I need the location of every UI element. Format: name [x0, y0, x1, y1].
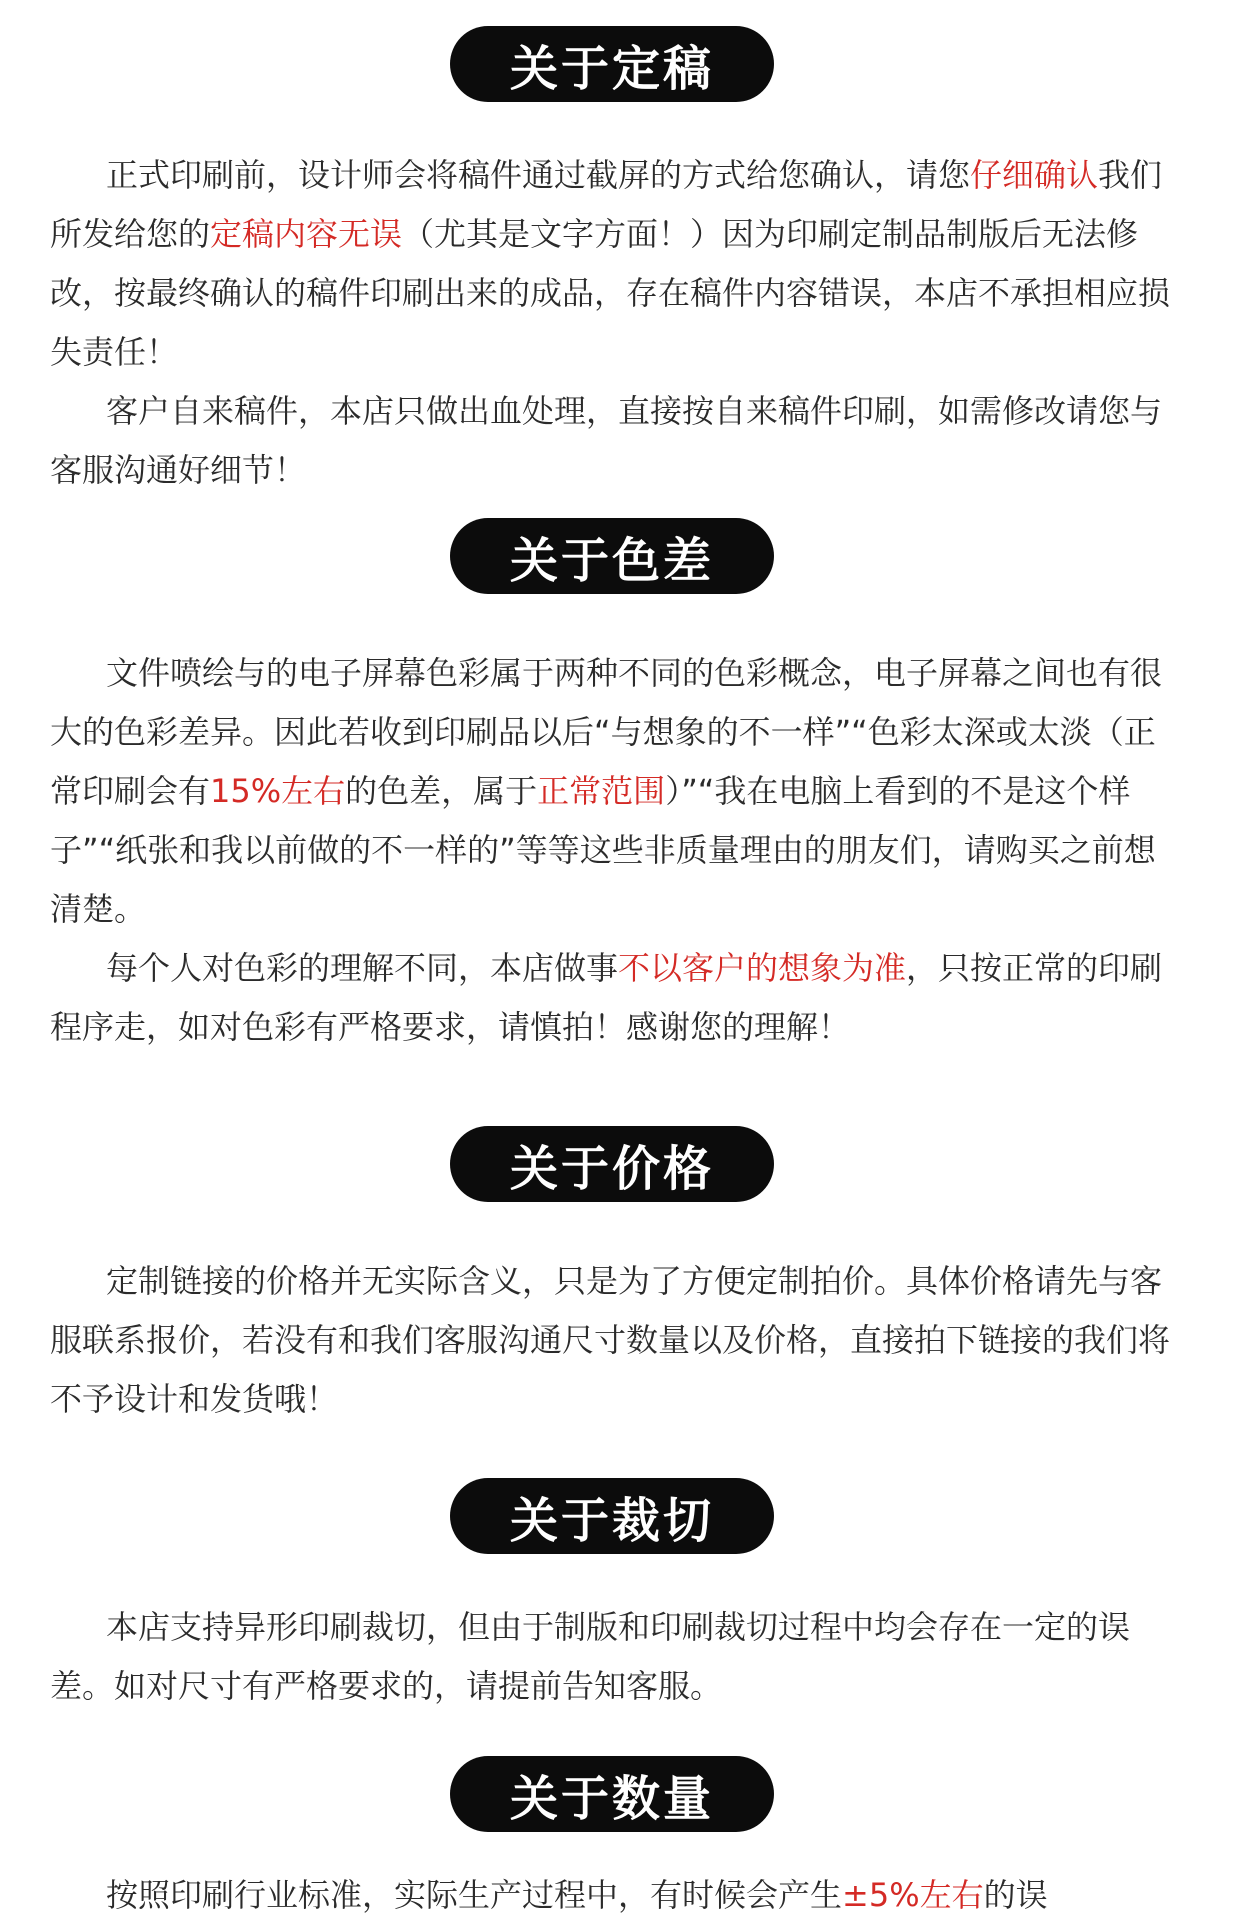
section-title: 关于裁切 [509, 1492, 714, 1549]
section-title-pill [450, 26, 774, 102]
section-body [50, 1598, 1180, 1716]
paragraph: 定制链接的价格并无实际含义，只是为了方便定制拍价。具体价格请先与客服联系报价，若没有和我们客服沟通尺寸数量以及价格，直接拍下链接的我们将不予设计和发货哦！ [50, 1262, 1171, 1418]
section-title: 关于定稿 [509, 40, 714, 97]
section-title-pill [450, 1126, 774, 1202]
section-body [50, 1252, 1180, 1429]
paragraph: 本店支持异形印刷裁切，但由于制版和印刷裁切过程中均会存在一定的误差。如对尺寸有严格要求的，请提前告知客服。 [50, 1608, 1131, 1705]
paragraph: 客户自来稿件，本店只做出血处理，直接按自来稿件印刷，如需修改请您与客服沟通好细节！ [50, 392, 1163, 489]
section-title-pill [450, 1478, 774, 1554]
section-title-pill [450, 1756, 774, 1832]
section-title: 关于价格 [509, 1140, 714, 1197]
section-body [50, 146, 1180, 500]
paragraph: 每个人对色彩的理解不同，本店做事不以客户的想象为准，只按正常的印刷程序走，如对色彩有严格要求，请慎拍！感谢您的理解！ [50, 949, 1163, 1046]
section-body [50, 644, 1180, 1057]
section-title: 关于数量 [509, 1770, 714, 1827]
section-title-pill [450, 518, 774, 594]
paragraph: 文件喷绘与的电子屏幕色彩属于两种不同的色彩概念，电子屏幕之间也有很大的色彩差异。因此若收到印刷品以后“与想象的不一样”“色彩太深或太淡（正常印刷会有15%左右的色差，属于正常范围）”“我在电脑上看到的不是这个样子”“纸张和我以前做的不一样的”等等这些非质量理由的朋友们，请购买之前想清楚。 [50, 654, 1163, 928]
section-body [50, 1866, 1180, 1925]
paragraph: 正式印刷前，设计师会将稿件通过截屏的方式给您确认，请您仔细确认我们所发给您的定稿内容无误（尤其是文字方面！）因为印刷定制品制版后无法修改，按最终确认的稿件印刷出来的成品，存在稿件内容错误，本店不承担相应损失责任！ [50, 156, 1171, 371]
section-title: 关于色差 [509, 532, 714, 589]
paragraph: 按照印刷行业标准，实际生产过程中，有时候会产生±5%左右的误 [106, 1876, 1048, 1914]
